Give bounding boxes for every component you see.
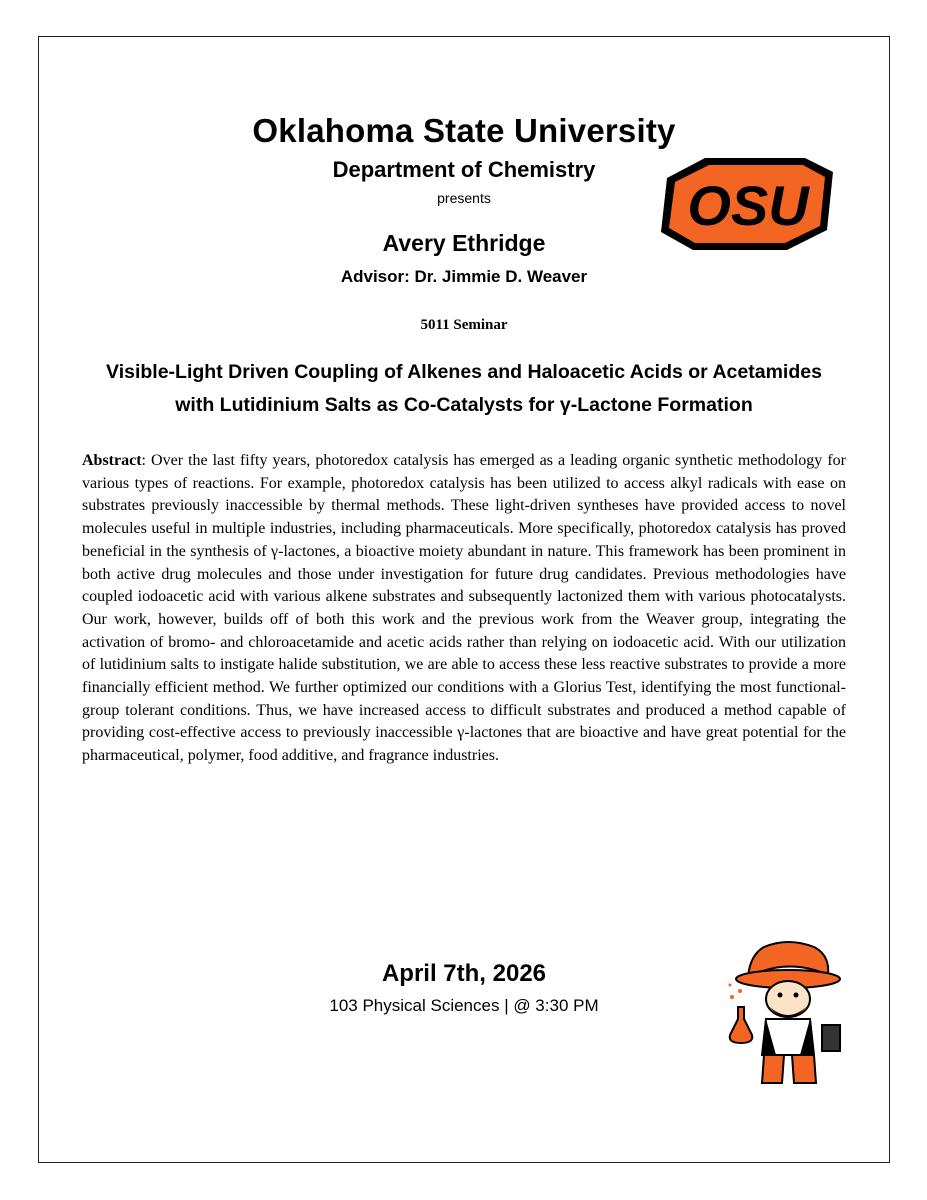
abstract-paragraph bbox=[82, 450, 846, 768]
seminar-title-line-1: Visible-Light Driven Coupling of Alkenes and Haloacetic Acids or Acetamides bbox=[106, 361, 822, 383]
university-name: Oklahoma State University bbox=[252, 112, 676, 149]
presents-text: presents bbox=[437, 190, 491, 206]
speaker-name: Avery Ethridge bbox=[382, 230, 546, 256]
logo-text: OSU bbox=[687, 174, 809, 237]
abstract-text: : Over the last fifty years, photoredox catalysis has emerged as a leading organic synthetic methodology for various types of reactions. For example, photoredox catalysis has been utilized to access alkyl radicals with ease on substrates previously inaccessible by thermal methods. These light-driven syntheses have provided access to novel molecules useful in multiple industries, including pharmaceuticals. More specifically, photoredox catalysis has proved beneficial in the synthesis of γ-lactones, a bioactive moiety abundant in nature. This framework has been prominent in both active drug molecules and those under investigation for future drug candidates. Previous methodologies have coupled iodoacetic acid with various alkene substrates and subsequently lactonized them with various photocatalysts. Our work, however, builds off of both this work and the previous work from the Weaver group, integrating the activation of bromo- and chloroacetamide and acetic acids rather than relying on iodoacetic acid. With our utilization of lutidinium salts to instigate halide substitution, we are able to access these less reactive substrates to provide a more financially efficient method. We further optimized our conditions with a Glorius Test, identifying the most functional-group tolerant conditions. Thus, we have increased access to difficult substrates and produced a method capable of providing cost-effective access to previously inaccessible γ-lactones that are bioactive and have great potential for the pharmaceutical, polymer, food additive, and fragrance industries. bbox=[82, 452, 846, 765]
event-date: April 7th, 2026 bbox=[381, 960, 547, 987]
seminar-label: 5011 Seminar bbox=[420, 317, 508, 333]
abstract-label: Abstract bbox=[82, 452, 142, 469]
event-location: 103 Physical Sciences | @ 3:30 PM bbox=[329, 996, 599, 1015]
cowboy-mascot-icon bbox=[718, 937, 858, 1087]
seminar-title-line-2: with Lutidinium Salts as Co-Catalysts for γ-Lactone Formation bbox=[175, 394, 753, 416]
advisor-name: Advisor: Dr. Jimmie D. Weaver bbox=[340, 267, 588, 286]
department-name: Department of Chemistry bbox=[332, 157, 596, 182]
